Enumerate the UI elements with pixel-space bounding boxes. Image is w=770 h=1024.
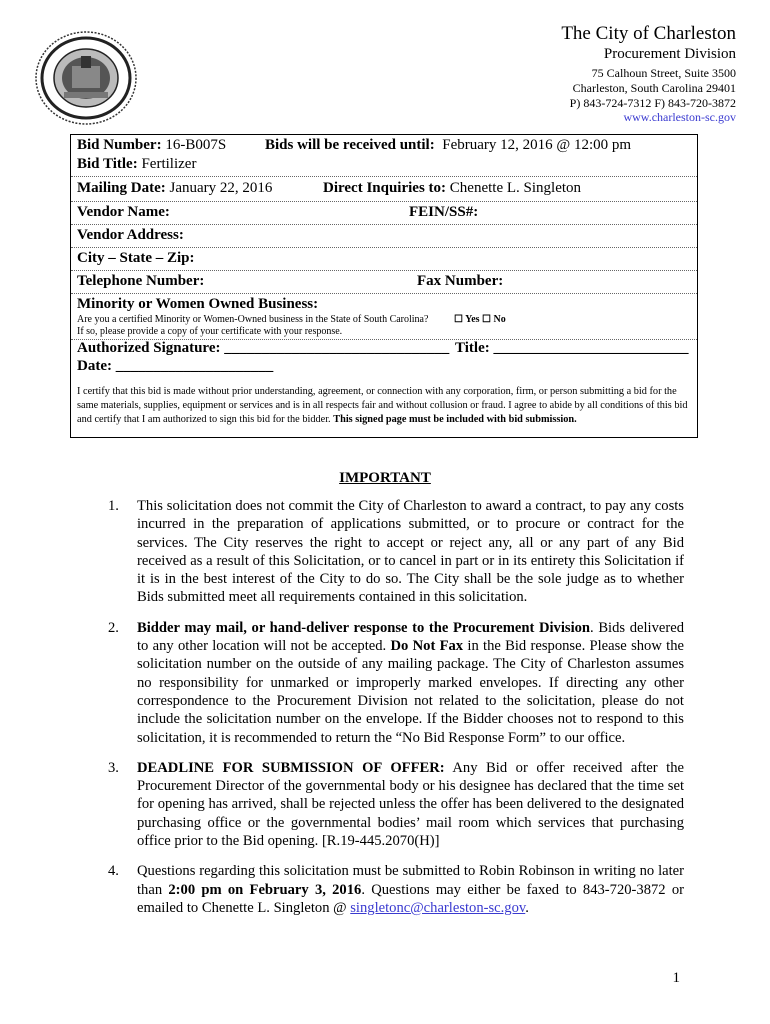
bid-number-value: 16-B007S: [165, 137, 227, 153]
phone-fax: P) 843-724-7312 F) 843-720-3872: [569, 95, 736, 110]
no-checkbox[interactable]: ☐ No: [482, 314, 506, 325]
important-list: [108, 497, 684, 929]
item-bold-text: Do Not Fax: [390, 638, 464, 655]
letterhead: [561, 22, 736, 125]
item-text: in the Bid response. Please show the solicitation number on the outside of any mailing package. The City of Charleston assumes no responsibility for unmarked or improperly marked envelopes. If directing any other correspondence to the Procurement Division not related to the solicitation, please do not include the solicitation number on the envelope. If the Bidder chooses not to respond to this solicitation, it is recommended to return the “No Bid Response Form” to our office.: [137, 638, 684, 746]
item-text: Any Bid or offer received after the Procurement Director of the governmental body or his designee has declared that the time set for opening has arrived, shall be rejected unless the offer has been delivered to the designated purchasing office or the governmental bodies’ mail room which services that purchasing office prior to the Bid opening. [R.19-445.2070(H)]: [137, 759, 684, 850]
date-label: Date:: [77, 358, 112, 374]
bids-until-label: Bids will be received until:: [265, 137, 435, 153]
telephone-label: Telephone Number:: [77, 273, 205, 289]
item-bold-text: 2:00 pm on February 3, 2016: [168, 881, 362, 898]
yes-checkbox[interactable]: ☐ Yes: [454, 314, 480, 325]
website-link[interactable]: www.charleston-sc.gov: [623, 110, 736, 125]
important-heading: [0, 470, 770, 487]
yes-label: Yes: [465, 314, 480, 325]
address-line-2: Charleston, South Carolina 29401: [572, 81, 736, 96]
item-text: . Bids delivered to any other location will not be accepted.: [137, 619, 684, 655]
certification-body: I certify that this bid is made without prior understanding, agreement, or connection with any corporation, firm, or person submitting a bid for the same materials, supplies, equipment or services and is in all respects fair and without collusion or fraud. I agree to abide by all conditions of this bid and certify that I am authorized to sign this bid for the bidder.: [77, 386, 688, 425]
signature-line[interactable]: ______________________________: [224, 340, 450, 356]
minority-question: Are you a certified Minority or Women-Owned business in the State of South Carolina?: [77, 314, 429, 325]
inquiries-label: Direct Inquiries to:: [323, 180, 447, 196]
page-number: 1: [672, 970, 680, 986]
address-line-1: 75 Calhoun Street, Suite 3500: [591, 66, 736, 81]
city-seal-icon: [34, 30, 138, 126]
item-number: 3.: [108, 759, 119, 776]
list-item: [108, 619, 684, 747]
list-item: [108, 497, 684, 607]
inquiries-value: Chenette L. Singleton: [449, 180, 582, 196]
email-link[interactable]: singletonc@charleston-sc.gov: [350, 899, 526, 916]
fein-label: FEIN/SS#:: [409, 204, 479, 220]
list-item: [108, 862, 684, 917]
mailing-date-value: January 22, 2016: [169, 180, 273, 196]
bids-until-value: February 12, 2016 @ 12:00 pm: [442, 137, 632, 153]
title-label: Title:: [455, 340, 490, 356]
item-number: 1.: [108, 498, 119, 514]
city-name: The City of Charleston: [561, 23, 736, 44]
item-text: This solicitation does not commit the City of Charleston to award a contract, to pay any costs incurred in the preparation of applications submitted, or to procure or contract for the services. The City reserves the right to accept or reject any, all or any part of any Bid received as a result of this Solicitation, or to cancel in part or in its entirety this Solicitation if it is in the best interest of the City to do so. The City shall be the sole judge as to whether Bids submitted meet all requirements contained in this solicitation.: [137, 498, 684, 606]
item-number: 4.: [108, 863, 119, 880]
yes-no-options: [454, 314, 506, 325]
minority-label: Minority or Women Owned Business:: [77, 296, 319, 312]
vendor-name-label: Vendor Name:: [77, 204, 170, 220]
no-label: No: [493, 314, 506, 325]
certification-bold: This signed page must be included with bid submission.: [333, 413, 577, 425]
important-heading-text: IMPORTANT: [339, 470, 431, 486]
minority-note: If so, please provide a copy of your certificate with your response.: [77, 326, 343, 337]
item-text: Questions regarding this solicitation must be submitted to Robin Robinson in writing no later than: [137, 863, 684, 898]
division-name: Procurement Division: [603, 46, 736, 63]
bid-number-label: Bid Number:: [77, 137, 162, 153]
bid-title-label: Bid Title:: [77, 156, 138, 172]
signature-label: Authorized Signature:: [77, 340, 221, 356]
fax-label: Fax Number:: [417, 273, 504, 289]
bid-title-value: Fertilizer: [141, 156, 197, 172]
list-item: [108, 759, 684, 850]
item-text: . Questions may either be faxed to 843-720-3872 or emailed to Chenette L. Singleton @: [137, 881, 684, 916]
mailing-date-label: Mailing Date:: [77, 180, 166, 196]
city-state-zip-label: City – State – Zip:: [77, 250, 195, 266]
item-text: .: [525, 899, 529, 916]
vendor-address-label: Vendor Address:: [77, 227, 184, 243]
date-line[interactable]: _____________________: [115, 358, 274, 374]
item-bold-text: Bidder may mail, or hand-deliver response to the Procurement Division: [137, 619, 591, 636]
bid-form-box: [70, 134, 698, 438]
certification-text: [77, 385, 691, 427]
item-number: 2.: [108, 619, 119, 636]
title-line[interactable]: __________________________: [493, 340, 689, 356]
item-bold-text: DEADLINE FOR SUBMISSION OF OFFER:: [137, 759, 445, 776]
